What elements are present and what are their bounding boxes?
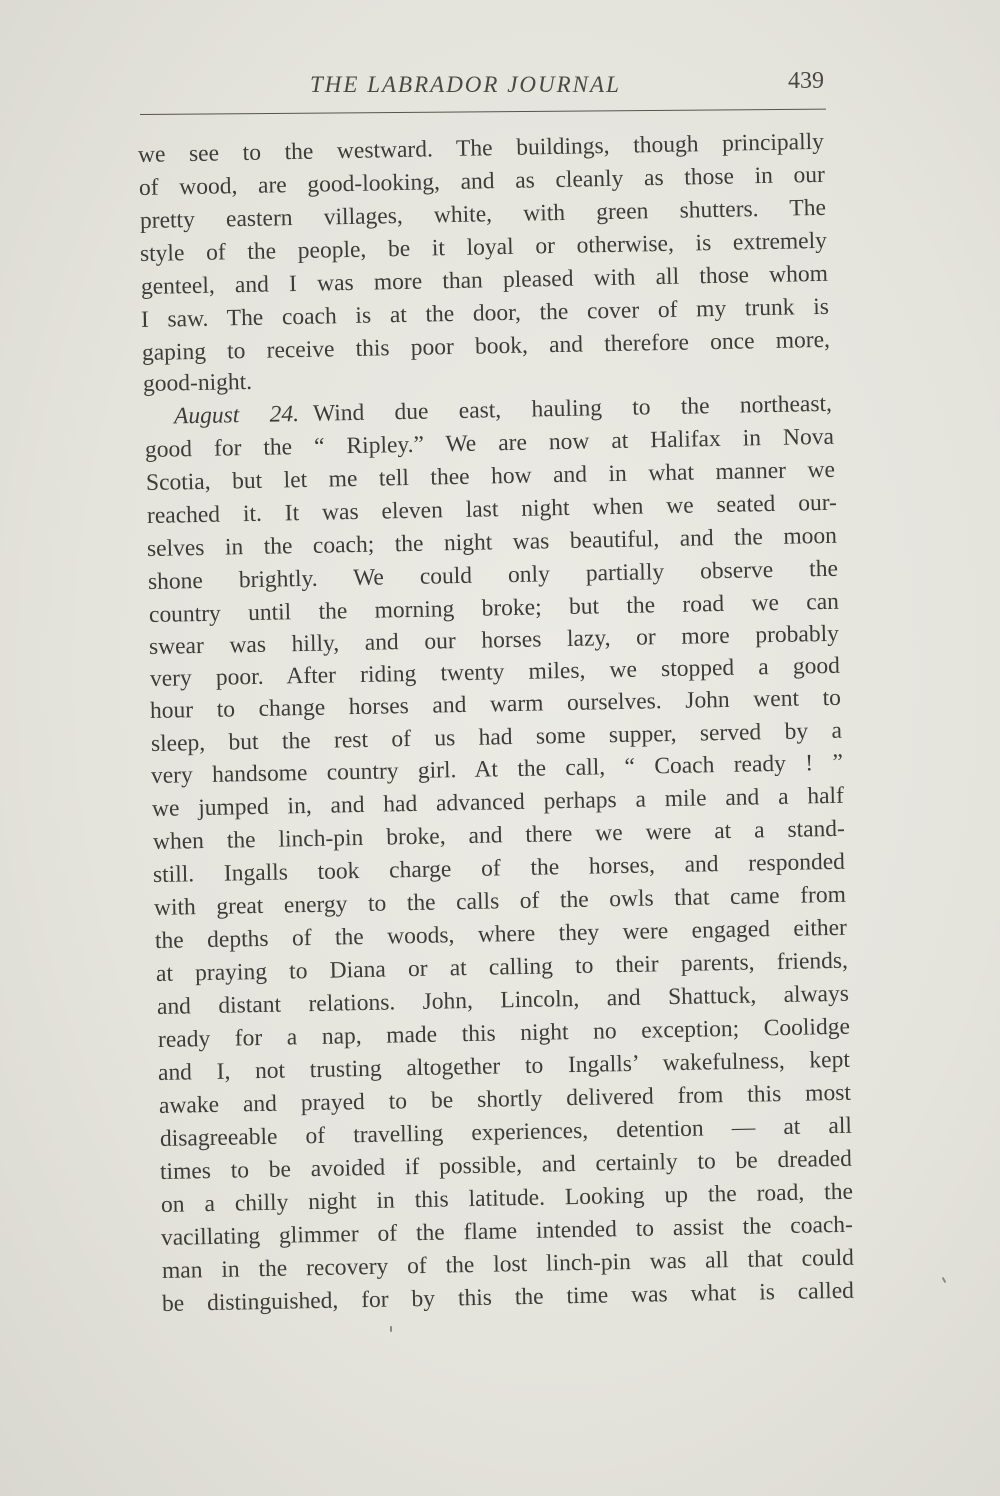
text-line: and I, not trusting altogether to Ingalls’ wakefulness, kept (157, 1046, 851, 1086)
text-line: very poor. After riding twenty miles, we stopped a good (149, 652, 841, 692)
text-line: when the linch-pin broke, and there we were at a stand- (152, 815, 846, 855)
text-line: shone brightly. We could only partially observe the (147, 555, 839, 595)
entry-date: August 24. (173, 401, 300, 430)
text-line: with great energy to the calls of the owls that came from (153, 881, 847, 921)
text-line: very handsome country girl. At the call, “ Coach ready ! ” (150, 749, 844, 789)
text-line: vacillating glimmer of the flame intended to assist the coach- (160, 1211, 854, 1251)
text-line: reached it. It was eleven last night when we seated our- (146, 489, 838, 529)
text-line: style of the people, be it loyal or otherwise, is extremely (139, 227, 828, 267)
text-line: at praying to Diana or at calling to their parents, friends, (155, 947, 849, 987)
entry-opening: Wind due east, hauling to the northeast, (312, 390, 833, 427)
text-line: man in the recovery of the lost linch-pin was all that could (161, 1244, 855, 1284)
text-line: still. Ingalls took charge of the horses, and responded (152, 848, 846, 888)
text-line: be distinguished, for by this the time was what is called (161, 1277, 855, 1317)
text-line: ready for a nap, made this night no exception; Coolidge (157, 1013, 851, 1053)
text-line: times to be avoided if possible, and certainly to be dreaded (159, 1145, 853, 1185)
text-line: awake and prayed to be shortly delivered from this most (158, 1079, 852, 1119)
text-line: gaping to receive this poor book, and therefore once more, (141, 326, 831, 366)
text-line: of wood, are good-looking, and as cleanly as those in our (138, 161, 826, 201)
running-title: THE LABRADOR JOURNAL (310, 72, 621, 97)
text-line: pretty eastern villages, white, with green shutters. The (139, 194, 827, 234)
text-line: sleep, but the rest of us had some supper, served by a (150, 717, 843, 757)
paper-speck (390, 1326, 392, 1332)
text-line: swear was hilly, and our horses lazy, or more probably (148, 620, 840, 660)
text-line: genteel, and I was more than pleased with all those whom (140, 260, 829, 300)
text-line: on a chilly night in this latitude. Looking up the road, the (160, 1178, 854, 1218)
page-number: 439 (788, 68, 824, 94)
text-line: Scotia, but let me tell thee how and in what manner we (145, 456, 836, 496)
text-line: hour to change horses and warm ourselves. John went to (149, 684, 842, 724)
text-line: we see to the westward. The buildings, though principally (137, 128, 825, 168)
text-line: country until the morning broke; but the road we can (148, 588, 840, 628)
text-line: good for the “ Ripley.” We are now at Halifax in Nova (144, 423, 835, 463)
text-line: selves in the coach; the night was beautiful, and the moon (146, 522, 838, 562)
text-line: disagreeable of travelling experiences, detention — at all (159, 1112, 853, 1152)
text-line: the depths of the woods, where they were engaged either (154, 914, 848, 954)
text-line: and distant relations. John, Lincoln, and Shattuck, always (156, 980, 850, 1020)
text-line: good-night. (142, 368, 253, 397)
text-line: I saw. The coach is at the door, the cover of my trunk is (140, 293, 830, 333)
text-line: we jumped in, and had advanced perhaps a mile and a half (151, 782, 845, 822)
